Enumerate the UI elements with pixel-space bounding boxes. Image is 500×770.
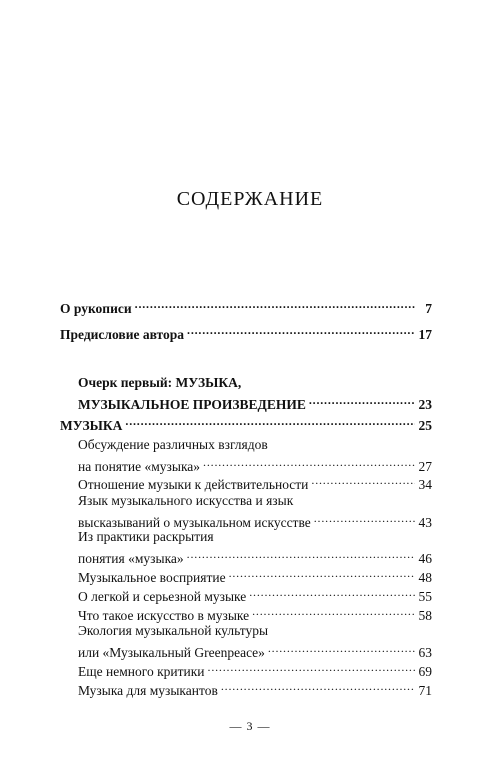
toc-entry-label: МУЗЫКА (60, 418, 123, 433)
toc-entry-perception (78, 565, 432, 586)
toc-entry-page: 69 (418, 664, 432, 679)
page-title: СОДЕРЖАНИЕ (176, 188, 324, 210)
toc-entry-essay-one (78, 392, 432, 413)
dot-leader (314, 510, 415, 527)
toc-entry-essay-one-line1: Очерк первый: МУЗЫКА, (78, 375, 242, 390)
toc-entry-label: или «Музыкальный Greenpeace» (78, 645, 265, 660)
toc-entry-label: Предисловие автора (60, 327, 185, 342)
toc-entry-page: 71 (418, 683, 432, 698)
toc-entry-label: высказываний о музыкальном искусстве (78, 515, 311, 530)
dot-leader (311, 472, 415, 489)
toc-entry-page: 55 (418, 589, 432, 604)
toc-entry-page: 58 (418, 608, 432, 623)
toc-entry-art (78, 603, 432, 624)
dot-leader (208, 659, 415, 676)
toc-entry-label: Музыка для музыкантов (78, 683, 218, 698)
dot-leader (309, 392, 415, 409)
dot-leader (268, 640, 415, 657)
toc-entry-page: 25 (418, 418, 432, 433)
toc-entry-musicians (78, 678, 432, 699)
dot-leader (221, 678, 415, 695)
toc-entry-label: О рукописи (60, 301, 132, 316)
dot-leader (187, 322, 415, 339)
toc-entry-label: Музыкальное восприятие (78, 570, 226, 585)
toc-entry-page: 34 (418, 477, 432, 492)
toc-entry-music (60, 413, 432, 434)
toc-entry-page: 7 (425, 301, 432, 316)
dot-leader (252, 603, 415, 620)
toc-entry-page: 48 (418, 570, 432, 585)
toc-entry-page: 27 (418, 459, 432, 474)
toc-entry-practice-line1: Из практики раскрытия (78, 529, 214, 544)
dot-leader (187, 546, 415, 563)
toc-entry-page: 43 (418, 515, 432, 530)
toc-entry-relation (78, 472, 432, 493)
toc-entry-practice (78, 546, 432, 567)
toc-entry-criticism (78, 659, 432, 680)
toc-entry-label: МУЗЫКАЛЬНОЕ ПРОИЗВЕДЕНИЕ (78, 397, 306, 412)
dot-leader (125, 413, 415, 430)
toc-entry-label: Отношение музыки к действительности (78, 477, 309, 492)
toc-entry-page: 46 (418, 551, 432, 566)
toc-entry-views-line1: Обсуждение различных взглядов (78, 437, 268, 452)
dot-leader (203, 454, 415, 471)
toc-entry-label: О легкой и серьезной музыке (78, 589, 247, 604)
toc-entry-ecology-line1: Экология музыкальной культуры (78, 623, 269, 638)
toc-entry-page: 63 (418, 645, 432, 660)
toc-entry-label: понятия «музыка» (78, 551, 184, 566)
dot-leader (249, 584, 415, 601)
toc-entry-page: 17 (418, 327, 432, 342)
toc-entry-preface (60, 322, 432, 343)
toc-entry-label: на понятие «музыка» (78, 459, 201, 474)
dot-leader (229, 565, 415, 582)
dot-leader (135, 296, 415, 313)
toc-entry-label: Что такое искусство в музыке (78, 608, 250, 623)
page-number-footer: — 3 — (229, 719, 271, 733)
toc-entry-manuscript (60, 296, 432, 317)
toc-entry-language-line1: Язык музыкального искусства и язык (78, 493, 294, 508)
toc-entry-label: Еще немного критики (78, 664, 205, 679)
toc-entry-light-serious (78, 584, 432, 605)
toc-entry-ecology (78, 640, 432, 661)
toc-entry-page: 23 (418, 397, 432, 412)
